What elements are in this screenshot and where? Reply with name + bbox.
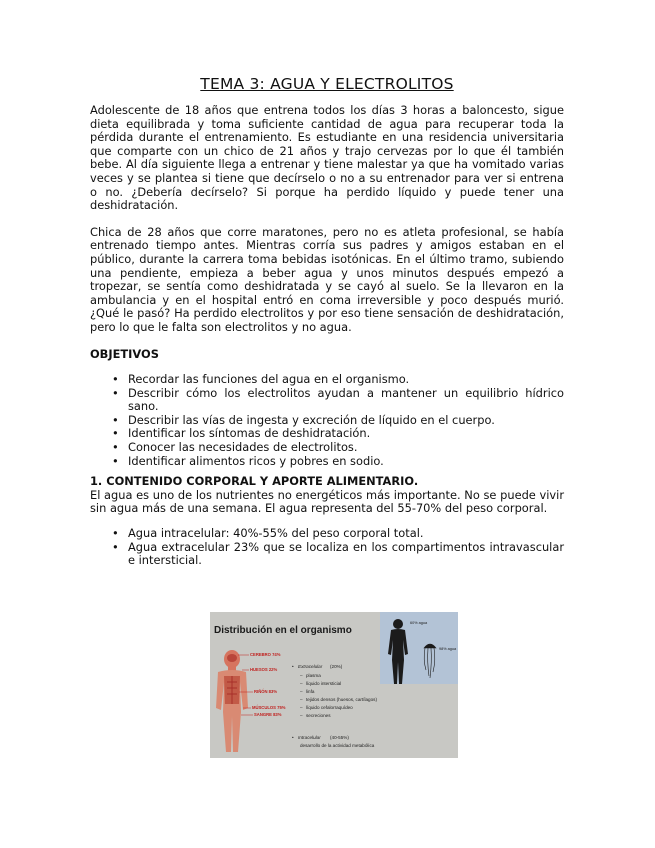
extra-item: plasma bbox=[306, 673, 321, 678]
label-rinon: RIÑÓN 83% bbox=[254, 689, 278, 694]
extracelular-pct: (20%) bbox=[330, 664, 343, 669]
svg-text:–: – bbox=[300, 673, 303, 678]
extra-item: linfa bbox=[306, 689, 315, 694]
water-compartments-list bbox=[90, 527, 564, 568]
document-body bbox=[90, 74, 564, 568]
svg-text:–: – bbox=[300, 697, 303, 702]
page-title: TEMA 3: AGUA Y ELECTROLITOS bbox=[200, 75, 454, 93]
extra-item: tejidos densos (huesos, cartílagos) bbox=[306, 697, 377, 702]
list-item: • Identificar alimentos ricos y pobres en sodio. bbox=[128, 455, 564, 469]
objectives-heading: OBJETIVOS bbox=[90, 346, 159, 361]
svg-text:–: – bbox=[300, 681, 303, 686]
label-sangre: SANGRE 83% bbox=[254, 712, 282, 717]
svg-text:–: – bbox=[300, 713, 303, 718]
water-distribution-figure bbox=[210, 612, 458, 758]
list-item: • Identificar los síntomas de deshidratación. bbox=[128, 427, 564, 441]
case-paragraph-2: Chica de 28 años que corre maratones, pero no es atleta profesional, se había entrenado tiempo antes. Mientras corría sus padres y amigos estaban en el público, durante la carrera toma bebidas isotónicas. En el último tramo, subiendo una pendiente, empieza a beber agua y unos minutos después empezó a tropezar, se sentía como deshidratada y se cayó al suelo. Se la llevaron en la ambulancia y en el hospital entró en coma irreversible y poco después murió. ¿Qué le pasó? Ha perdido electrolitos y por eso tiene sensación de deshidratación, pero lo que le falta son electrolitos y no agua. bbox=[90, 224, 564, 334]
svg-text:–: – bbox=[300, 705, 303, 710]
case-paragraph-1: Adolescente de 18 años que entrena todos los días 3 horas a baloncesto, sigue dieta equilibrada y toma suficiente cantidad de agua para recuperar toda la pérdida durante el entrenamiento. Es estudiante en una residencia universitaria que comparte con un chico de 21 años y trajo cervezas por lo que él también bebe. Al día siguiente llega a entrenar y tiene malestar ya que ha vomitado varias veces y se plantea si tiene que decírselo o no a su entrenador para ver si entrena o no. ¿Debería decírselo? Si porque ha perdido líquido y puede tener una deshidratación. bbox=[90, 103, 564, 213]
list-item: • Agua intracelular: 40%-55% del peso corporal total. bbox=[128, 527, 564, 541]
svg-text:•: • bbox=[292, 735, 294, 740]
list-item: • Conocer las necesidades de electrolitos. bbox=[128, 441, 564, 455]
svg-text:–: – bbox=[300, 689, 303, 694]
label-huesos: HUESOS 22% bbox=[250, 667, 278, 672]
extra-item: líquido intersticial bbox=[306, 681, 342, 686]
jellyfish-pct: 98% agua bbox=[439, 647, 457, 651]
extracelular-label: Extracelular bbox=[298, 664, 323, 669]
label-cerebro: CEREBRO 74% bbox=[250, 652, 281, 657]
extra-item: líquido cefalorraquídeo bbox=[306, 705, 353, 710]
section-1-heading: 1. CONTENIDO CORPORAL Y APORTE ALIMENTARIO. bbox=[90, 474, 419, 489]
objectives-list bbox=[90, 373, 564, 468]
intracelular-desc: desarrollo de la actividad metabólica bbox=[300, 743, 375, 748]
svg-text:•: • bbox=[292, 664, 294, 669]
list-item: • Describir las vías de ingesta y excreción de líquido en el cuerpo. bbox=[128, 414, 564, 428]
list-item: • Recordar las funciones del agua en el organismo. bbox=[128, 373, 564, 387]
label-musculos: MÚSCULOS 75% bbox=[252, 705, 286, 710]
extra-item: secreciones bbox=[306, 713, 331, 718]
silhouette-pct: 60% agua bbox=[410, 621, 428, 625]
intracelular-pct: (40-55%) bbox=[330, 735, 349, 740]
intracelular-label: Intracelular bbox=[298, 735, 321, 740]
figure-title: Distribución en el organismo bbox=[214, 625, 352, 636]
section-1-paragraph: El agua es uno de los nutrientes no energéticos más importante. No se puede vivir sin agua más de una semana. El agua representa del 55-70% del peso corporal. bbox=[90, 487, 564, 516]
list-item: • Agua extracelular 23% que se localiza en los compartimentos intravascular e intersticial. bbox=[128, 541, 564, 568]
list-item: • Describir cómo los electrolitos ayudan a mantener un equilibrio hídrico sano. bbox=[128, 387, 564, 414]
